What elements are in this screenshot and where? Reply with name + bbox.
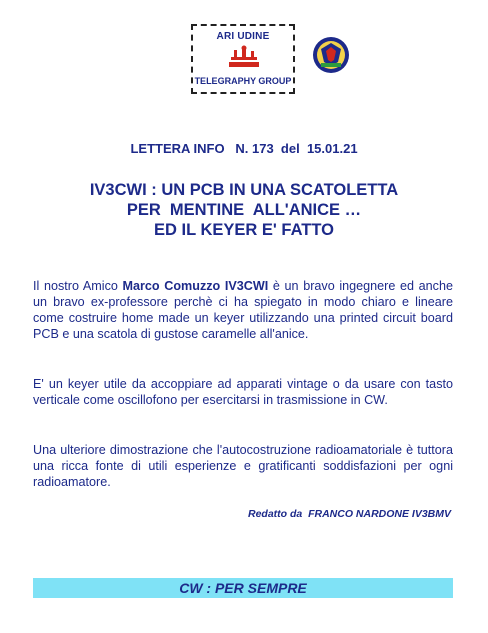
footer-banner: CW : PER SEMPRE bbox=[33, 578, 453, 598]
author-name: Marco Comuzzo IV3CWI bbox=[122, 279, 269, 293]
logo-title: ARI UDINE bbox=[216, 31, 270, 42]
headline bbox=[0, 180, 488, 240]
ari-seal-icon bbox=[312, 36, 350, 74]
headline-line-1: IV3CWI : UN PCB IN UNA SCATOLETTA bbox=[89, 181, 399, 199]
headline-line-2: PER MENTINE ALL'ANICE … bbox=[126, 201, 362, 219]
paragraph-conclusion: Una ulteriore dimostrazione che l'autocostruzione radioamatoriale è tuttora una ricca fonte di utili esperienze e gratificanti soddisfazioni per ogni radioamatore. bbox=[33, 443, 453, 489]
ari-udine-logo bbox=[191, 24, 295, 94]
headline-line-3: ED IL KEYER E' FATTO bbox=[154, 221, 334, 239]
paragraph-usage: E' un keyer utile da accoppiare ad apparati vintage o da usare con tasto verticale come oscillofono per esercitarsi in trasmissione in CW. bbox=[33, 377, 453, 407]
signature: Redatto da FRANCO NARDONE IV3BMV bbox=[247, 508, 451, 520]
paragraph-intro bbox=[33, 278, 453, 342]
paragraph-intro-lead: Il nostro Amico bbox=[33, 279, 123, 293]
letter-info: LETTERA INFO N. 173 del 15.01.21 bbox=[130, 141, 358, 156]
paragraph-intro-rest: è un bravo ingegnere ed anche un bravo ex-professore perchè ci ha spiegato in modo chiaro e lineare come costruire home made un keyer utilizzando una printed circuit board PCB e una scatola di gustose caramelle all'anice. bbox=[33, 279, 453, 341]
telegraph-key-icon bbox=[227, 45, 261, 69]
logo-subtitle: TELEGRAPHY GROUP bbox=[194, 76, 292, 86]
